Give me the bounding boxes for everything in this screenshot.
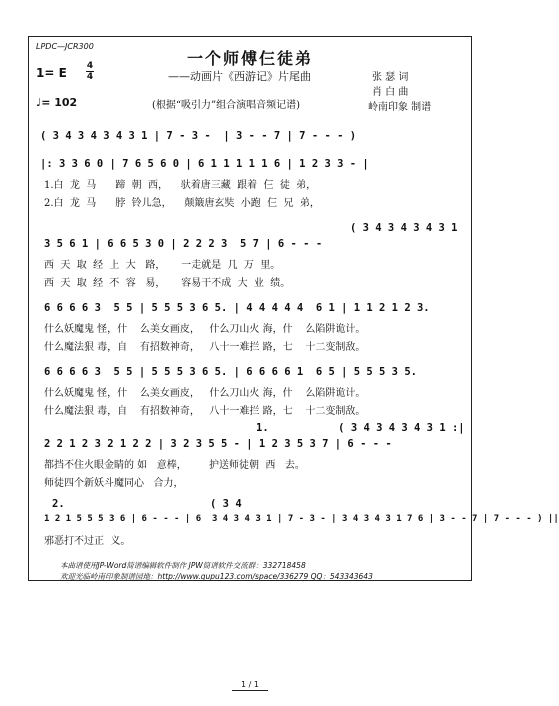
lyric-line-4-verse-1: 什么妖魔鬼 怪，什 么美女画皮， 什么刀山火 海，什 么陷阱诡计。 (44, 324, 366, 335)
lyric-line-3-verse-1: 西 天 取 经 上 大 路， 一走就是 几 万 里。 (44, 260, 281, 271)
lyric-line-4-verse-2: 什么魔法狠 毒，自 有招数神奇， 八十一难拦 路，七 十二变制敌。 (44, 342, 366, 353)
score-line-1: ( 3 4 3 4 3 4 3 1 | 7 - 3 - | 3 - - 7 | 7 - - - ) (40, 130, 357, 142)
lyric-line-6-verse-1: 都挡不住火眼金睛的 如 意棒， 护送师徒朝 西 去。 (44, 460, 305, 471)
lyric-line-7: 邪恶打不过正 义。 (44, 536, 131, 547)
transcriber-credit: 岭南印象 制谱 (368, 102, 432, 113)
score-line-7: 1 2 1 5 5 5 3 6 | 6 - - - | 6 3 4 3 4 3 1 | 7 - 3 - | 3 4 3 4 3 1 7 6 | 3 - - 7 | 7 - - - ) || (44, 514, 559, 524)
score-code: LPDC—JCR300 (36, 42, 94, 51)
page-number: 1 / 1 (241, 680, 259, 689)
score-line-7-volta: 2. ( 3 4 (52, 498, 242, 510)
song-subtitle: ——动画片《西游记》片尾曲 (168, 70, 311, 83)
score-line-6-volta: 1. ( 3 4 3 4 3 4 3 1 :| (256, 422, 465, 434)
footer-software-note: 本曲谱使用JP-Word简谱编辑软件制作 JPW简谱软件交流群：332718458 (60, 561, 306, 570)
footer-website-note: 欢迎光临岭南印象制谱园地：http://www.qupu123.com/space/336279 QQ：543343643 (60, 572, 373, 581)
arrangement-note: (根据“吸引力”组合演唱音频记谱) (152, 100, 301, 111)
score-line-2: |: 3 3 6 0 | 7 6 5 6 0 | 6 1 1 1 1 1 6 | 1 2 3 3 - | (40, 158, 369, 170)
lyric-line-6-verse-2: 师徒四个新妖斗魔同心 合力， (44, 478, 184, 489)
composer-credit: 肖 白 曲 (372, 87, 409, 98)
score-line-3: 3 5 6 1 | 6 6 5 3 0 | 2 2 2 3 5 7 | 6 - - - (44, 238, 323, 250)
score-line-4: 6 6 6 6 3 5 5 | 5 5 5 3 6 5. | 4 4 4 4 4 6 1 | 1 1 2 1 2 3. (44, 302, 430, 314)
lyricist-credit: 张 瑟 词 (372, 72, 409, 83)
time-signature (86, 62, 94, 81)
score-line-6: 2 2 1 2 3 2 1 2 2 | 3 2 3 5 5 - | 1 2 3 5 3 7 | 6 - - - (44, 438, 392, 450)
lyric-line-2-verse-2: 2.白 龙 马 脖 铃儿急， 颠簸唐玄奘 小跑 仨 兄 弟， (44, 198, 320, 209)
lyric-line-5-verse-1: 什么妖魔鬼 怪，什 么美女画皮， 什么刀山火 海，什 么陷阱诡计。 (44, 388, 366, 399)
key-signature: 1= E (36, 66, 67, 80)
time-top: 4 (86, 61, 94, 71)
score-line-3-bracket: ( 3 4 3 4 3 4 3 1 (350, 222, 458, 234)
tempo-mark: ♩= 102 (36, 96, 78, 109)
lyric-line-5-verse-2: 什么魔法狠 毒，自 有招数神奇， 八十一难拦 路，七 十二变制敌。 (44, 406, 366, 417)
score-line-5: 6 6 6 6 3 5 5 | 5 5 5 3 6 5. | 6 6 6 6 1 6 5 | 5 5 5 3 5. (44, 366, 417, 378)
page-number-underline (232, 690, 268, 691)
time-bottom: 4 (86, 72, 94, 82)
lyric-line-2-verse-1: 1.白 龙 马 蹄 朝 西， 驮着唐三藏 跟着 仨 徒 弟， (44, 180, 317, 191)
lyric-line-3-verse-2: 西 天 取 经 不 容 易， 容易干不成 大 业 绩。 (44, 278, 291, 289)
song-title: 一个师傅仨徒弟 (186, 49, 313, 68)
